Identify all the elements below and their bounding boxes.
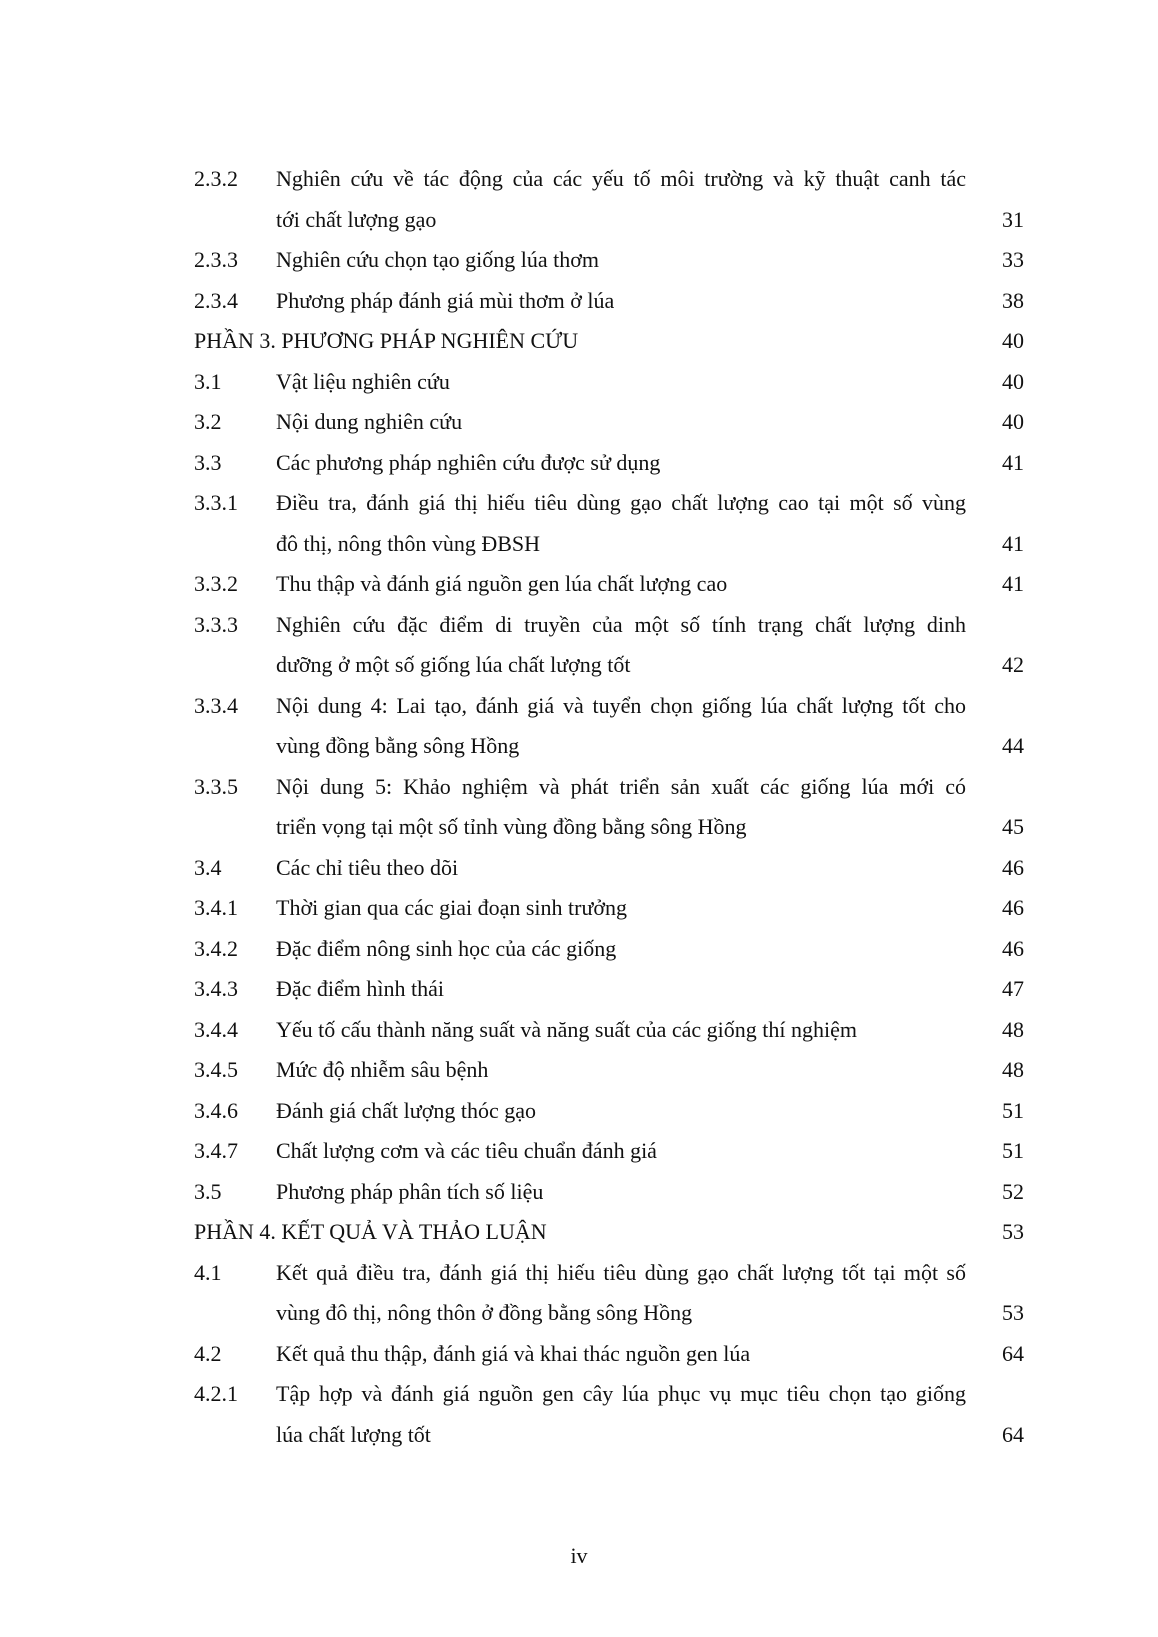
- toc-entry-page: 46: [1002, 854, 1024, 880]
- toc-entry[interactable]: [194, 929, 1024, 970]
- toc-entry[interactable]: [194, 605, 1024, 686]
- toc-entry-number: 3.3.4: [194, 692, 238, 718]
- toc-entry-page: 48: [1002, 1057, 1024, 1082]
- toc-entry-title: Thời gian qua các giai đoạn sinh trưởng: [276, 895, 628, 920]
- toc-entry-title: Nghiên cứu chọn tạo giống lúa thơm: [276, 247, 599, 272]
- toc-entry-number: 3.2: [194, 409, 222, 434]
- toc-entry-number: 3.4.4: [194, 1016, 238, 1042]
- toc-entry[interactable]: [194, 483, 1024, 564]
- toc-entry-page: 31: [1002, 206, 1024, 232]
- toc-entry-title: Đặc điểm hình thái: [276, 976, 445, 1001]
- toc-entry-number: 3.3.5: [194, 773, 238, 799]
- toc-entry[interactable]: [194, 1010, 1024, 1051]
- toc-entry-title: Chất lượng cơm và các tiêu chuẩn đánh giá: [276, 1138, 657, 1163]
- toc-entry-title: Mức độ nhiễm sâu bệnh: [276, 1057, 489, 1082]
- toc-entry[interactable]: [194, 564, 1024, 605]
- toc-entry[interactable]: [194, 281, 1024, 322]
- toc-entry-page: 51: [1002, 1138, 1024, 1163]
- toc-entry-title: Thu thập và đánh giá nguồn gen lúa chất lượng cao: [276, 571, 728, 596]
- toc-entry-page: 41: [1002, 571, 1024, 596]
- toc-entry-page: 52: [1002, 1178, 1024, 1204]
- toc-entry[interactable]: [194, 1172, 1024, 1213]
- toc-entry-number: 3.5: [194, 1178, 222, 1204]
- toc-entry-number: 3.4.3: [194, 976, 238, 1001]
- toc-entry-title: Kết quả thu thập, đánh giá và khai thác nguồn gen lúa: [276, 1340, 751, 1366]
- toc-entry-page: 64: [1002, 1421, 1024, 1447]
- toc-entry-number: 3.4: [194, 854, 222, 880]
- toc-entry-number: 3.1: [194, 368, 222, 394]
- toc-entry-page: 48: [1002, 1016, 1024, 1042]
- toc-entry-number: 3.4.5: [194, 1057, 238, 1082]
- toc-section-heading[interactable]: [194, 1212, 1024, 1253]
- toc-entry-page: 64: [1002, 1340, 1024, 1366]
- toc-entry-title: Nội dung 5: Khảo nghiệm và phát triển sản xuất các giống lúa mới có triển vọng tại một số tỉnh vùng đồng bằng sông Hồng: [276, 773, 966, 839]
- toc-entry-title: Nghiên cứu về tác động của các yếu tố môi trường và kỹ thuật canh tác tới chất lượng gạo: [276, 166, 966, 232]
- toc-entry-number: 4.1: [194, 1259, 222, 1285]
- toc-entry-title: Phương pháp đánh giá mùi thơm ở lúa: [276, 287, 615, 313]
- toc-entry-title: Các phương pháp nghiên cứu được sử dụng: [276, 449, 661, 475]
- toc-entry-number: 2.3.2: [194, 166, 238, 191]
- toc-entry-number: 3.3: [194, 449, 222, 475]
- toc-entry-title: Nội dung 4: Lai tạo, đánh giá và tuyển chọn giống lúa chất lượng tốt cho vùng đồng bằng sông Hồng: [276, 692, 966, 758]
- toc-entry[interactable]: [194, 402, 1024, 443]
- toc-section-title: PHẦN 3. PHƯƠNG PHÁP NGHIÊN CỨU: [194, 328, 579, 353]
- toc-entry[interactable]: [194, 1374, 1024, 1455]
- toc-entry-page: 42: [1002, 652, 1024, 677]
- toc-entry-title: Điều tra, đánh giá thị hiếu tiêu dùng gạo chất lượng cao tại một số vùng đô thị, nông thôn vùng ĐBSH: [276, 490, 966, 556]
- toc-entry-title: Đặc điểm nông sinh học của các giống: [276, 935, 617, 961]
- toc-entry-page: 53: [1002, 1219, 1024, 1244]
- toc-section-heading[interactable]: [194, 321, 1024, 362]
- toc-entry-page: 46: [1002, 935, 1024, 961]
- toc-entry-page: 51: [1002, 1097, 1024, 1123]
- toc-entry-number: 3.4.6: [194, 1097, 238, 1123]
- toc-entry-page: 53: [1002, 1300, 1024, 1325]
- toc-section-title: PHẦN 4. KẾT QUẢ VÀ THẢO LUẬN: [194, 1219, 547, 1244]
- toc-entry-title: Phương pháp phân tích số liệu: [276, 1178, 544, 1204]
- toc-entry-title: Nghiên cứu đặc điểm di truyền của một số tính trạng chất lượng dinh dưỡng ở một số giống lúa chất lượng tốt: [276, 611, 966, 677]
- toc-entry-title: Các chỉ tiêu theo dõi: [276, 854, 459, 880]
- toc-entry-page: 41: [1002, 530, 1024, 556]
- toc-entry[interactable]: [194, 1050, 1024, 1091]
- toc-entry-page: 40: [1002, 328, 1024, 353]
- toc-entry-title: Yếu tố cấu thành năng suất và năng suất của các giống thí nghiệm: [276, 1016, 857, 1042]
- toc-entry-title: Tập hợp và đánh giá nguồn gen cây lúa phục vụ mục tiêu chọn tạo giống lúa chất lượng tốt: [276, 1381, 966, 1447]
- toc-entry[interactable]: [194, 1131, 1024, 1172]
- toc-entry[interactable]: [194, 1253, 1024, 1334]
- toc-entry-number: 3.4.2: [194, 935, 238, 961]
- toc-entry-number: 4.2.1: [194, 1381, 238, 1406]
- toc-entry[interactable]: [194, 888, 1024, 929]
- toc-entry-number: 4.2: [194, 1340, 222, 1366]
- toc-entry[interactable]: [194, 240, 1024, 281]
- toc-entry[interactable]: [194, 1091, 1024, 1132]
- toc-entry[interactable]: [194, 362, 1024, 403]
- toc-entry-page: 40: [1002, 409, 1024, 434]
- toc-entry-page: 45: [1002, 814, 1024, 839]
- toc-entry-page: 33: [1002, 247, 1024, 272]
- toc-entry-number: 3.3.1: [194, 490, 238, 515]
- toc-entry[interactable]: [194, 159, 1024, 240]
- toc-entry-page: 38: [1002, 287, 1024, 313]
- toc-entry-number: 3.3.3: [194, 611, 238, 637]
- toc-entry[interactable]: [194, 1334, 1024, 1375]
- toc-entry[interactable]: [194, 969, 1024, 1010]
- toc-entry-title: Vật liệu nghiên cứu: [276, 368, 450, 394]
- toc-entry-title: Kết quả điều tra, đánh giá thị hiếu tiêu dùng gạo chất lượng tốt tại một số vùng đô thị, nông thôn ở đồng bằng sông Hồng: [276, 1259, 966, 1325]
- toc-entry-number: 2.3.3: [194, 247, 238, 272]
- toc-entry-number: 3.4.7: [194, 1138, 238, 1163]
- toc-entry-number: 2.3.4: [194, 287, 238, 313]
- toc-entry-number: 3.4.1: [194, 895, 238, 920]
- toc-entry[interactable]: [194, 767, 1024, 848]
- table-of-contents: [194, 159, 1024, 1455]
- toc-entry-page: 46: [1002, 895, 1024, 920]
- toc-entry[interactable]: [194, 848, 1024, 889]
- toc-entry[interactable]: [194, 443, 1024, 484]
- toc-entry-number: 3.3.2: [194, 571, 238, 596]
- toc-entry[interactable]: [194, 686, 1024, 767]
- toc-entry-title: Đánh giá chất lượng thóc gạo: [276, 1097, 536, 1123]
- page-number-footer: iv: [570, 1543, 588, 1568]
- toc-entry-page: 47: [1002, 976, 1024, 1001]
- toc-entry-title: Nội dung nghiên cứu: [276, 409, 463, 434]
- toc-entry-page: 41: [1002, 449, 1024, 475]
- toc-entry-page: 40: [1002, 368, 1024, 394]
- toc-entry-page: 44: [1002, 733, 1024, 758]
